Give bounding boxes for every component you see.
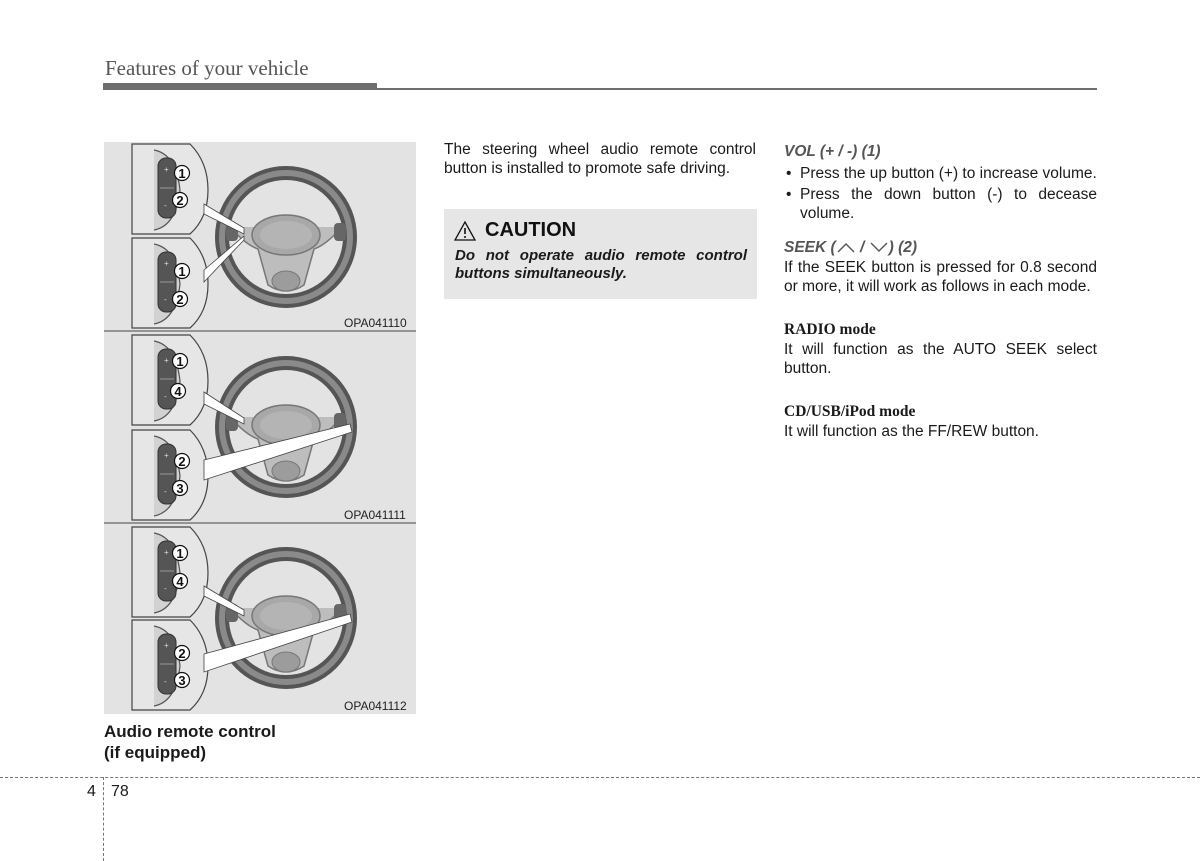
chevron-up-icon bbox=[836, 241, 856, 253]
callout-2: 2 bbox=[176, 292, 184, 307]
callout-2: 2 bbox=[178, 646, 186, 661]
figure-code: OPA041111 bbox=[344, 508, 406, 522]
header-rule-thick bbox=[103, 83, 377, 90]
seek-title-separator: / bbox=[855, 238, 869, 256]
figure-code: OPA041110 bbox=[344, 316, 407, 330]
seek-title-prefix: SEEK ( bbox=[784, 238, 836, 256]
page-number: 78 bbox=[111, 783, 129, 800]
header-rule-thin bbox=[377, 88, 1097, 90]
warning-triangle-icon bbox=[454, 221, 476, 241]
seek-title bbox=[784, 238, 1097, 258]
figure-panel-2 bbox=[132, 335, 406, 522]
audio-remote-figure bbox=[104, 142, 416, 714]
callout-1: 1 bbox=[176, 354, 184, 369]
callout-3: 3 bbox=[176, 481, 184, 496]
caution-title: CAUTION bbox=[485, 219, 577, 241]
figure-code: OPA041112 bbox=[344, 699, 407, 713]
vol-bullet-list bbox=[784, 164, 1097, 224]
callout-2: 2 bbox=[176, 193, 184, 208]
page-section-title: Features of your vehicle bbox=[105, 56, 309, 80]
callout-1: 1 bbox=[176, 546, 184, 561]
callout-2: 2 bbox=[178, 454, 186, 469]
radio-mode-text: It will function as the AUTO SEEK select button. bbox=[784, 340, 1097, 377]
intro-paragraph: The steering wheel audio remote control button is installed to promote safe driving. bbox=[444, 141, 756, 177]
intro-column bbox=[444, 140, 756, 178]
caution-box bbox=[444, 209, 757, 299]
page-chapter: 4 bbox=[87, 783, 96, 800]
footer-divider bbox=[103, 777, 104, 861]
controls-column bbox=[784, 142, 1097, 441]
chevron-down-icon bbox=[869, 241, 889, 253]
seek-title-suffix: ) (2) bbox=[888, 238, 918, 256]
figure-panel-3 bbox=[132, 527, 407, 713]
vol-title: VOL (+ / -) (1) bbox=[784, 143, 881, 160]
figure-caption-line: Audio remote control bbox=[104, 722, 276, 741]
callout-4: 4 bbox=[176, 574, 184, 589]
cd-mode-text: It will function as the FF/REW button. bbox=[784, 422, 1039, 440]
figure-caption-line: (if equipped) bbox=[104, 743, 206, 762]
cd-mode-title: CD/USB/iPod mode bbox=[784, 402, 916, 420]
figure-caption bbox=[104, 721, 276, 763]
radio-mode-title: RADIO mode bbox=[784, 320, 876, 338]
seek-description: If the SEEK button is pressed for 0.8 second or more, it will work as follows in each mode. bbox=[784, 258, 1097, 295]
callout-3: 3 bbox=[178, 673, 186, 688]
callout-1: 1 bbox=[178, 166, 186, 181]
callout-4: 4 bbox=[174, 384, 182, 399]
callout-1: 1 bbox=[178, 264, 186, 279]
caution-header bbox=[454, 219, 576, 242]
list-item: • Press the down button (-) to decease volume. bbox=[784, 185, 1097, 224]
list-item: • Press the up button (+) to increase volume. bbox=[784, 164, 1097, 184]
caution-text: Do not operate audio remote control buttons simultaneously. bbox=[455, 247, 747, 282]
footer-rule bbox=[0, 777, 1200, 778]
figure-panel-1 bbox=[132, 144, 407, 330]
